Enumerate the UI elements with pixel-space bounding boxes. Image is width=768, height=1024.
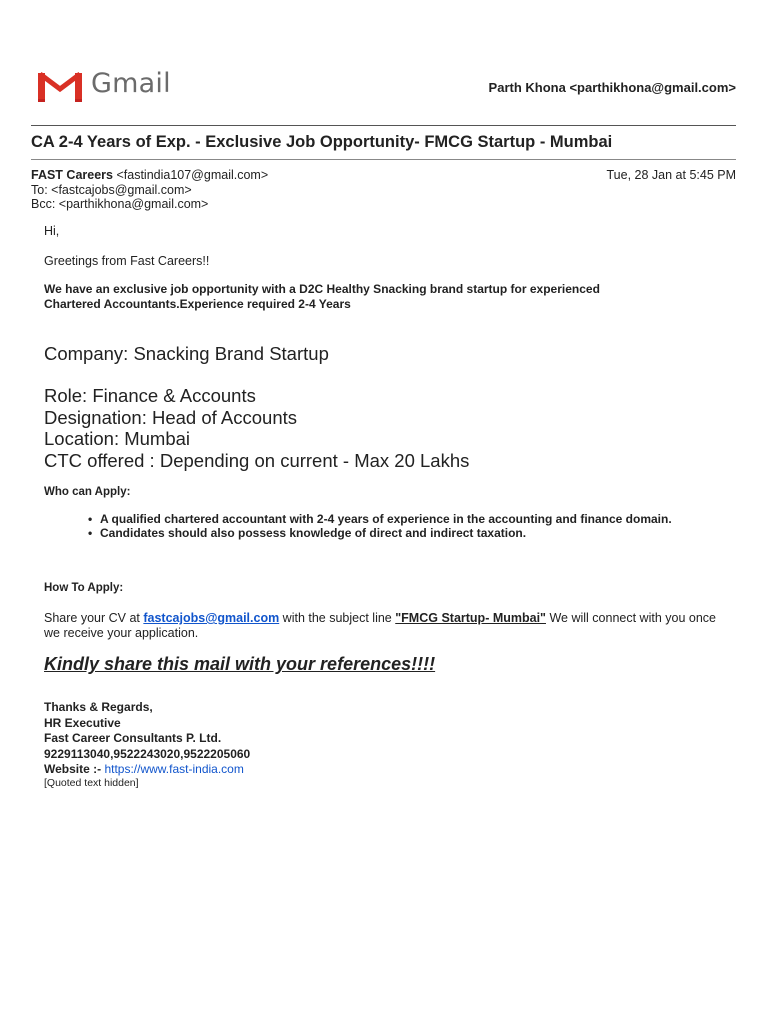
- share-request: Kindly share this mail with your references!!!!: [44, 654, 436, 674]
- header-divider: [31, 125, 736, 126]
- account-label: Parth Khona <parthikhona@gmail.com>: [488, 80, 736, 95]
- signature-company: Fast Career Consultants P. Ltd.: [44, 731, 222, 745]
- email-meta: [31, 168, 736, 212]
- who-can-apply-heading: Who can Apply:: [44, 486, 131, 498]
- sender-name: FAST Careers: [31, 168, 113, 182]
- signature-regards: Thanks & Regards,: [44, 700, 153, 714]
- quoted-text-toggle[interactable]: [Quoted text hidden]: [44, 777, 139, 789]
- job-details: [44, 385, 469, 471]
- greeting-line: Greetings from Fast Careers!!: [44, 254, 210, 268]
- apply-instructions: [44, 611, 734, 640]
- to-row: To: <fastcajobs@gmail.com>: [31, 182, 192, 197]
- email-subject: CA 2-4 Years of Exp. - Exclusive Job Opportunity- FMCG Startup - Mumbai: [31, 133, 613, 151]
- designation-line: Designation: Head of Accounts: [44, 406, 297, 428]
- apply-email-link[interactable]: fastcajobs@gmail.com: [143, 611, 280, 625]
- website-label: Website :-: [44, 762, 105, 776]
- bcc-row: Bcc: <parthikhona@gmail.com>: [31, 197, 209, 211]
- sender-address: <fastindia107@gmail.com>: [116, 168, 269, 182]
- subject-divider: [31, 159, 736, 160]
- role-line: Role: Finance & Accounts: [44, 385, 256, 406]
- location-line: Location: Mumbai: [44, 428, 191, 449]
- intro-line-2: Chartered Accountants.Experience required 2-4 Years: [44, 297, 351, 311]
- share-middle: with the subject line: [279, 611, 396, 625]
- greeting: Hi,: [44, 224, 60, 238]
- signature: [44, 700, 250, 778]
- intro-line-1: We have an exclusive job opportunity with a D2C Healthy Snacking brand startup for experienced: [44, 282, 600, 296]
- signature-website: [44, 762, 250, 778]
- website-link[interactable]: https://www.fast-india.com: [104, 762, 244, 776]
- gmail-logo-text: Gmail: [91, 68, 171, 99]
- share-prefix: Share your CV at: [44, 611, 144, 625]
- gmail-m-icon: [38, 70, 82, 102]
- from-row: [31, 168, 736, 183]
- signature-phones: 9229113040,9522243020,9522205060: [44, 746, 251, 761]
- list-item: • A qualified chartered accountant with 2-4 years of experience in the accounting and finance domain.: [100, 512, 700, 526]
- ctc-line: CTC offered : Depending on current - Max 20 Lakhs: [44, 449, 470, 471]
- apply-subject-line: "FMCG Startup- Mumbai": [395, 611, 546, 625]
- how-to-apply-heading: How To Apply:: [44, 582, 124, 594]
- eligibility-list: [100, 512, 700, 540]
- list-item: • Candidates should also possess knowledge of direct and indirect taxation.: [100, 526, 700, 540]
- signature-title: HR Executive: [44, 715, 121, 730]
- company-line: Company: Snacking Brand Startup: [44, 343, 329, 364]
- intro-paragraph: [44, 282, 664, 312]
- share-suffix: We will connect with you once we receive your application.: [44, 611, 716, 640]
- print-header: [0, 0, 768, 124]
- email-date: Tue, 28 Jan at 5:45 PM: [606, 168, 736, 182]
